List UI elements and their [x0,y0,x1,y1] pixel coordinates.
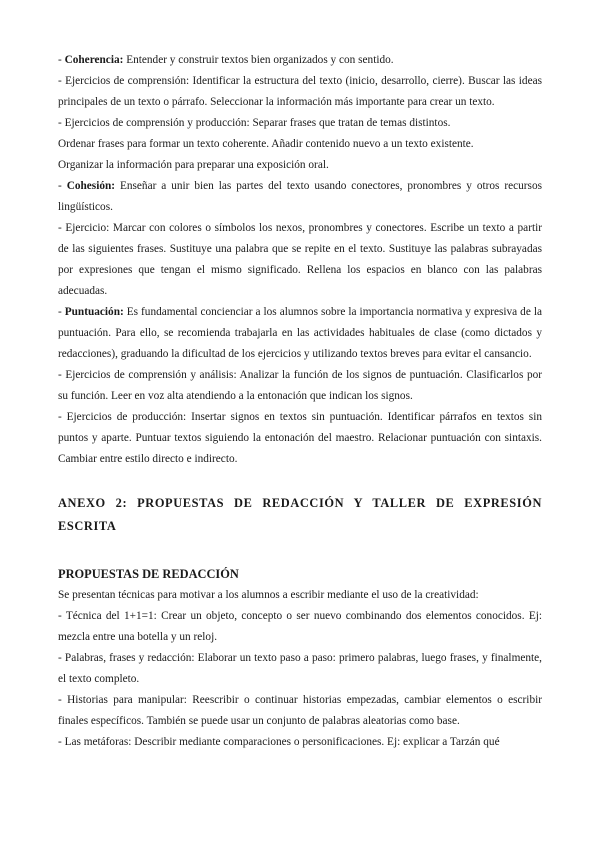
coherencia-ordenar-paragraph: Ordenar frases para formar un texto coherente. Añadir contenido nuevo a un texto existente. [58,138,474,150]
coherencia-comp-prod-paragraph: - Ejercicios de comprensión y producción: Separar frases que tratan de temas distintos. [58,117,451,129]
puntuacion-label: Puntuación: [64,306,124,318]
coherencia-organizar-paragraph: Organizar la información para preparar una exposición oral. [58,159,329,171]
cohesion-paragraph: - Cohesión: Enseñar a unir bien las partes del texto usando conectores, pronombres y otros recursos lingüísticos. [58,180,542,213]
annex-heading: ANEXO 2: PROPUESTAS DE REDACCIÓN Y TALLER DE EXPRESIÓN ESCRITA [58,496,542,533]
cohesion-text: Enseñar a unir bien las partes del texto usando conectores, pronombres y otros recursos lingüísticos. [58,180,542,213]
palabras-paragraph: - Palabras, frases y redacción: Elaborar un texto paso a paso: primero palabras, luego frases, y finalmente, el texto completo. [58,652,542,685]
metaforas-paragraph: - Las metáforas: Describir mediante comparaciones o personificaciones. Ej: explicar a Tarzán qué [58,736,500,748]
coherencia-comprension-paragraph: - Ejercicios de comprensión: Identificar la estructura del texto (inicio, desarrollo, cierre). Buscar las ideas principales de un texto o párrafo. Seleccionar la información más importante para crear un texto. [58,75,542,108]
puntuacion-paragraph: - Puntuación: Es fundamental concienciar a los alumnos sobre la importancia normativa y expresiva de la puntuación. Para ello, se recomienda trabajarla en las actividades habituales de clase (como dictados y redacciones), graduando la dificultad de los ejercicios y utilizando textos breves para evitar el cansancio. [58,306,542,360]
coherencia-label: Coherencia: [64,54,124,66]
puntuacion-produccion-paragraph: - Ejercicios de producción: Insertar signos en textos sin puntuación. Identificar párrafos en textos sin puntos y aparte. Puntuar textos siguiendo la entonación del maestro. Relacionar puntuación con sintaxis. Cambiar entre estilo directo e indirecto. [58,411,542,465]
cohesion-label: Cohesión: [66,180,116,192]
propuestas-intro: Se presentan técnicas para motivar a los alumnos a escribir mediante el uso de la creatividad: [58,589,479,601]
puntuacion-analisis-paragraph: - Ejercicios de comprensión y análisis: Analizar la función de los signos de puntuación. Clasificarlos por su función. Leer en voz alta atendiendo a la entonación que indican los signos. [58,369,542,402]
coherencia-text: Entender y construir textos bien organizados y con sentido. [123,54,394,66]
historias-paragraph: - Historias para manipular: Reescribir o continuar historias empezadas, cambiar elementos o escribir finales específicos. También se puede usar un conjunto de palabras aleatorias como base. [58,694,542,727]
tecnica-paragraph: - Técnica del 1+1=1: Crear un objeto, concepto o ser nuevo combinando dos elementos conocidos. Ej: mezcla entre una botella y un reloj. [58,610,542,643]
document-page [58,50,542,753]
coherencia-paragraph: - Coherencia: Entender y construir textos bien organizados y con sentido. [58,54,394,66]
propuestas-heading: PROPUESTAS DE REDACCIÓN [58,567,239,581]
cohesion-ejercicio-paragraph: - Ejercicio: Marcar con colores o símbolos los nexos, pronombres y conectores. Escribe un texto a partir de las siguientes frases. Sustituye una palabra que se repite en el texto. Sustituye las palabras subrayadas por expresiones que tengan el mismo significado. Rellena los espacios en blanco con las palabras adecuadas. [58,222,542,297]
puntuacion-text: Es fundamental concienciar a los alumnos sobre la importancia normativa y expresiva de la puntuación. Para ello, se recomienda trabajarla en las actividades habituales de clase (como dictados y redacciones), graduando la dificultad de los ejercicios y utilizando textos breves para evitar el cansancio. [58,306,542,360]
